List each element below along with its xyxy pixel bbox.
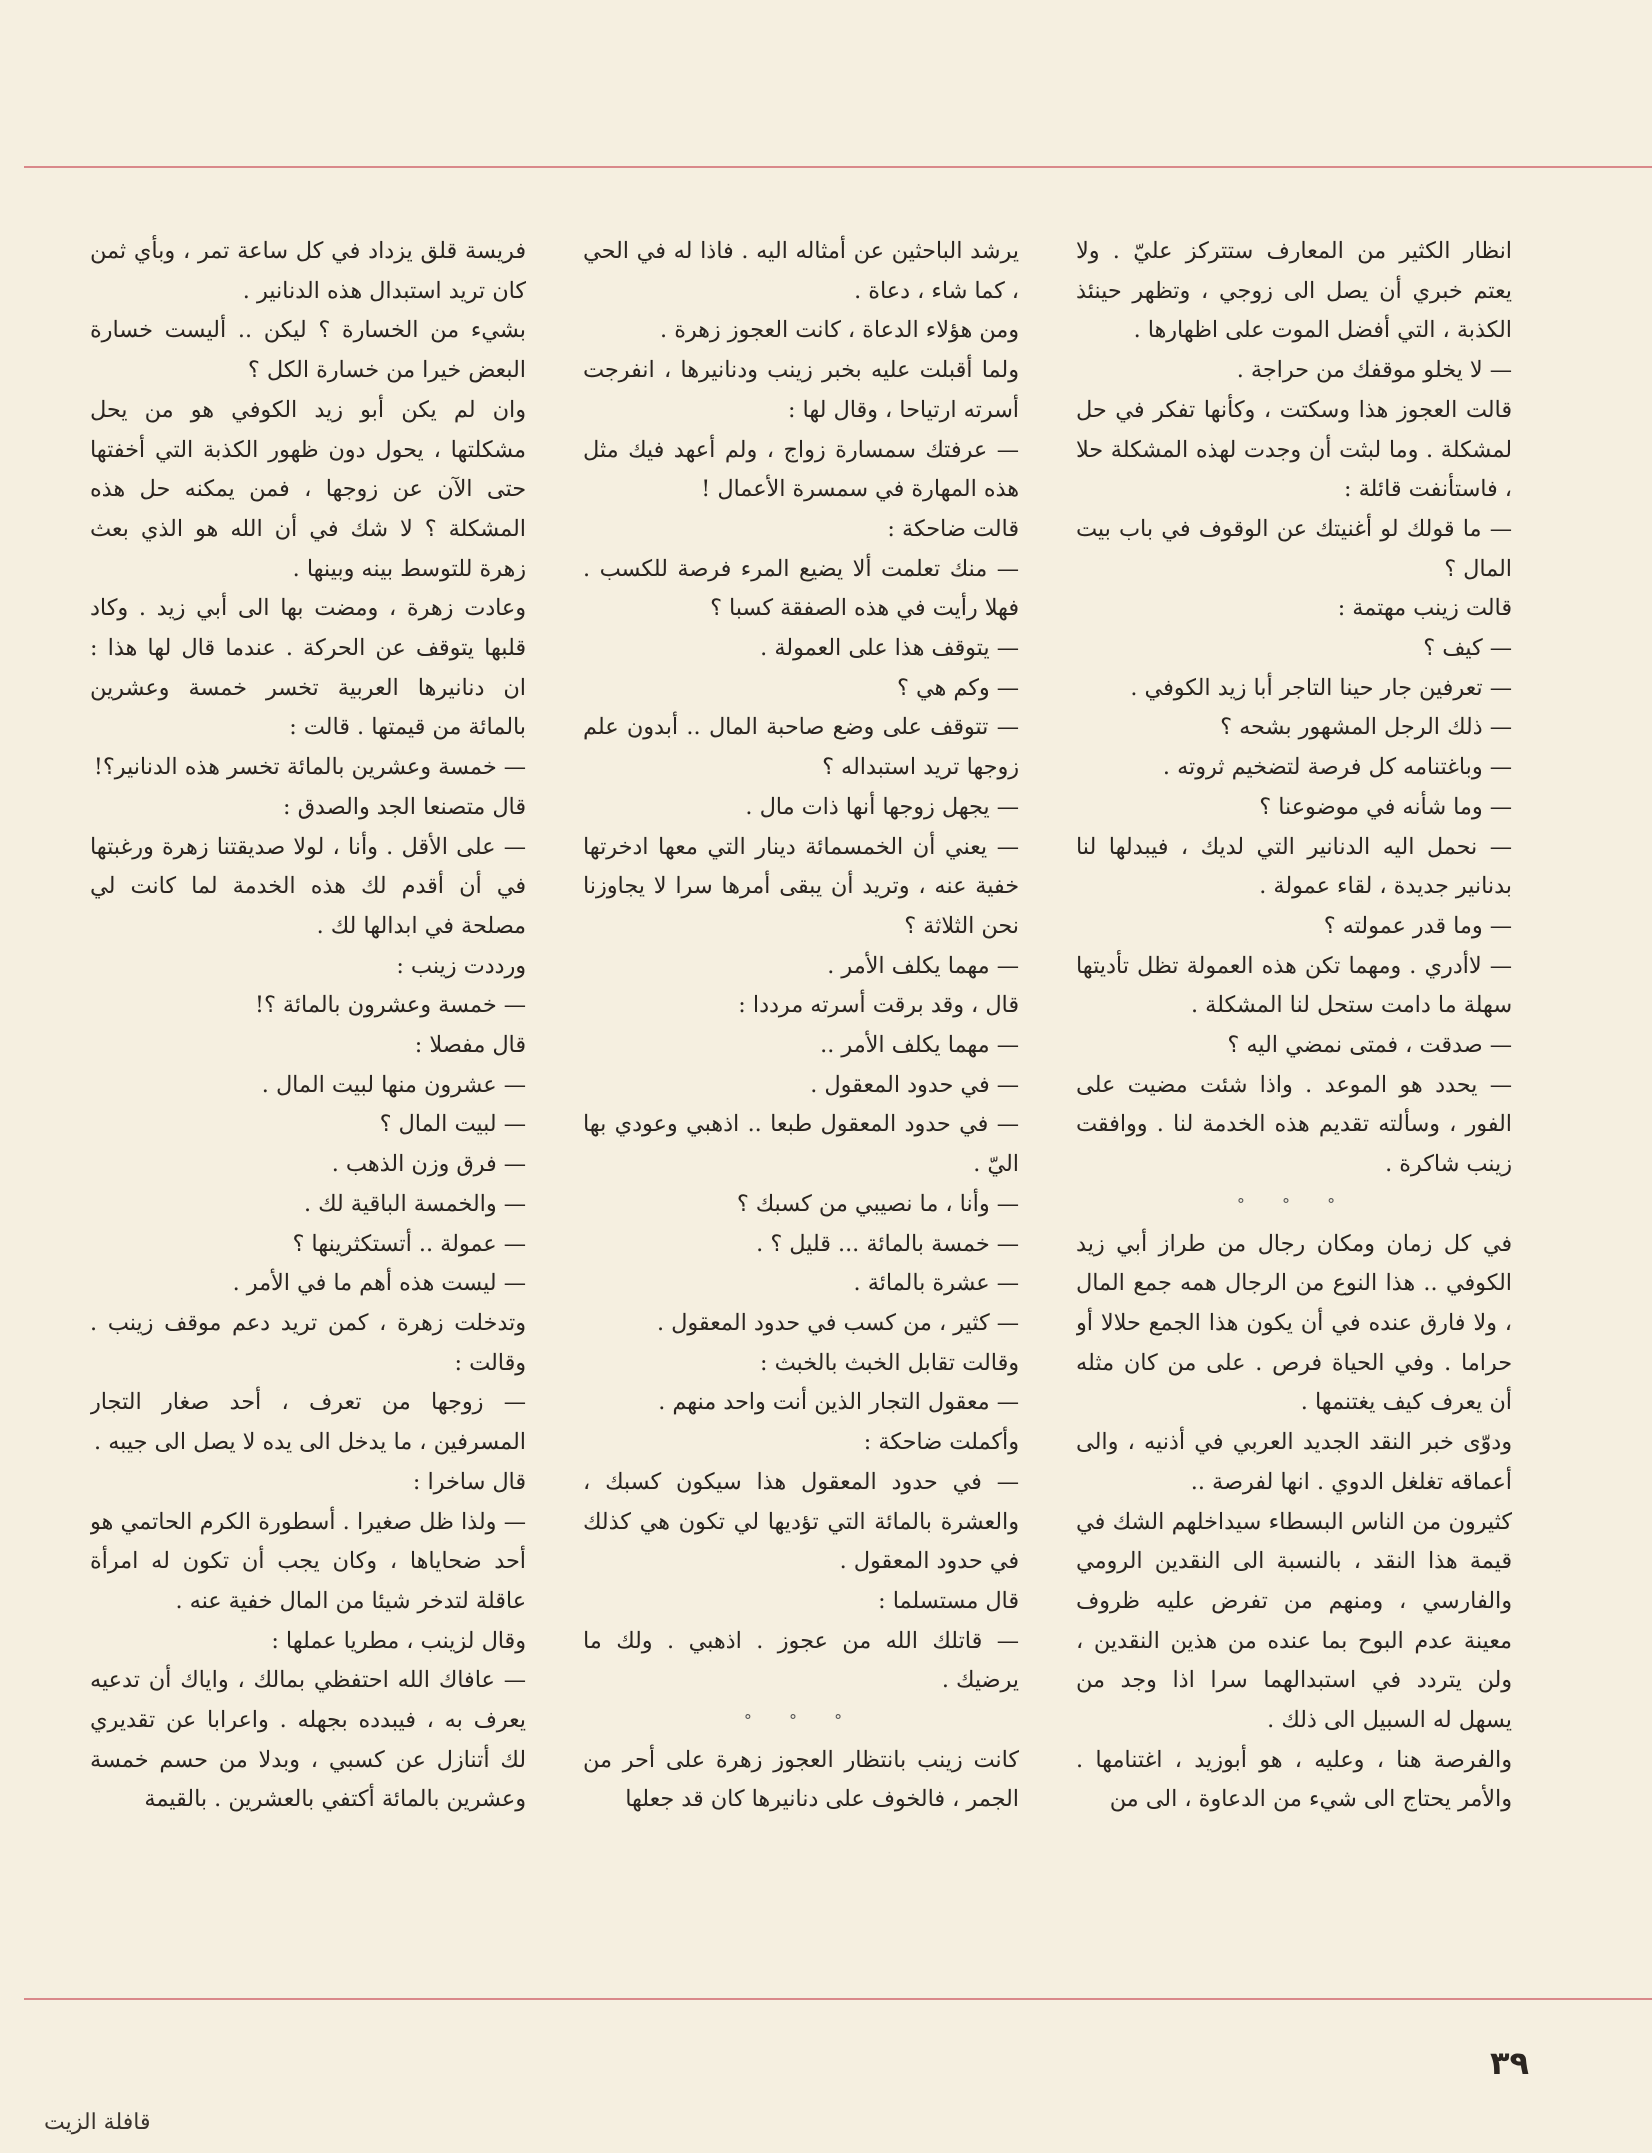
paragraph: قال مستسلما :: [878, 1587, 1019, 1614]
paragraph: — ما قولك لو أغنيتك عن الوقوف في باب بيت المال ؟: [1076, 515, 1512, 582]
paragraph: والفرصة هنا ، وعليه ، هو أبوزيد ، اغتنامها . والأمر يحتاج الى شيء من الدعاوة ، الى من: [1076, 1746, 1512, 1813]
paragraph: — لاأدري . ومهما تكن هذه العمولة تظل تأديتها سهلة ما دامت ستحل لنا المشكلة .: [1076, 952, 1512, 1019]
paragraph: — يعني أن الخمسمائة دينار التي معها ادخرتها خفية عنه ، وتريد أن يبقى أمرها سرا لا يجاوزنا نحن الثلاثة ؟: [583, 833, 1019, 939]
paragraph: — زوجها من تعرف ، أحد صغار التجار المسرفين ، ما يدخل الى يده لا يصل الى جيبه .: [90, 1389, 526, 1456]
paragraph: — كثير ، من كسب في حدود المعقول .: [656, 1309, 1019, 1336]
paragraph: — تعرفين جار حينا التاجر أبا زيد الكوفي .: [1130, 674, 1512, 701]
paragraph: — ولذا ظل صغيرا . أسطورة الكرم الحاتمي هو أحد ضحاياها ، وكان يجب أن تكون له امرأة عاقلة لتدخر شيئا من المال خفية عنه .: [90, 1508, 526, 1614]
paragraph: — يحدد هو الموعد . واذا شئت مضيت على الفور ، وسألته تقديم هذه الخدمة لنا . ووافقت زينب شاكرة .: [1076, 1071, 1512, 1178]
paragraph: قال مفصلا :: [414, 1032, 526, 1059]
paragraph: — على الأقل . وأنا ، لولا صديقتنا زهرة ورغبتها في أن أقدم لك هذه الخدمة لما كانت لي مصلحة في ابدالها لك .: [90, 833, 526, 939]
paragraph: قالت العجوز هذا وسكتت ، وكأنها تفكر في حل لمشكلة . وما لبثت أن وجدت لهذه المشكلة حلا ، فاستأنفت قائلة :: [1076, 396, 1512, 503]
paragraph: — مهما يكلف الأمر ..: [820, 1032, 1019, 1059]
article-columns: [88, 232, 1512, 1977]
text-column-left: [90, 232, 526, 1977]
paragraph: — عشرون منها لبيت المال .: [261, 1071, 526, 1098]
top-divider-rule: [24, 166, 1652, 168]
paragraph: وأكملت ضاحكة :: [863, 1429, 1019, 1456]
paragraph: قالت زينب مهتمة :: [1337, 595, 1512, 622]
paragraph: — يتوقف هذا على العمولة .: [760, 635, 1019, 662]
paragraph: كثيرون من الناس البسطاء سيداخلهم الشك في قيمة هذا النقد ، بالنسبة الى النقدين الرومي والفارسي ، ومنهم من تفرض عليه ظروف معينة عدم البوح بما عنده من هذين النقدين ، ولن يتردد في استبدالهما سرا اذا وجد من يسهل له السبيل الى ذلك .: [1076, 1508, 1512, 1734]
paragraph: — قاتلك الله من عجوز . اذهبي . ولك ما يرضيك .: [583, 1627, 1019, 1694]
paragraph: وان لم يكن أبو زيد الكوفي هو من يحل مشكلتها ، يحول دون ظهور الكذبة التي أخفتها حتى الآن عن زوجها ، فمن يمكنه حل هذه المشكلة ؟ لا شك في أن الله هو الذي بعث زهرة للتوسط بينه وبينها .: [90, 396, 526, 582]
paragraph: — مهما يكلف الأمر .: [827, 952, 1019, 979]
paragraph: — منك تعلمت ألا يضيع المرء فرصة للكسب . فهلا رأيت في هذه الصفقة كسبا ؟: [583, 555, 1019, 622]
paragraph: — عرفتك سمسارة زواج ، ولم أعهد فيك مثل هذه المهارة في سمسرة الأعمال !: [583, 436, 1019, 503]
paragraph: — في حدود المعقول .: [810, 1071, 1019, 1098]
section-separator: ° ° °: [743, 1711, 859, 1731]
paragraph: فريسة قلق يزداد في كل ساعة تمر ، وبأي ثمن كان تريد استبدال هذه الدنانير .: [90, 238, 526, 304]
magazine-name: قافلة الزيت: [44, 2110, 151, 2135]
paragraph: — نحمل اليه الدنانير التي لديك ، فيبدلها لنا بدنانير جديدة ، لقاء عمولة .: [1076, 833, 1512, 900]
paragraph: بشيء من الخسارة ؟ ليكن .. أليست خسارة البعض خيرا من خسارة الكل ؟: [90, 317, 526, 384]
paragraph: — خمسة وعشرون بالمائة ؟!: [254, 992, 526, 1019]
paragraph: — لا يخلو موقفك من حراجة .: [1236, 357, 1512, 384]
paragraph: في كل زمان ومكان رجال من طراز أبي زيد الكوفي .. هذا النوع من الرجال همه جمع المال ، ولا فارق عنده في أن يكون هذا الجمع حلالا أو حراما . وفي الحياة فرص . على من كان مثله أن يعرف كيف يغتنمها .: [1076, 1230, 1512, 1416]
paragraph: قالت ضاحكة :: [887, 515, 1019, 542]
paragraph: كانت زينب بانتظار العجوز زهرة على أحر من الجمر ، فالخوف على دنانيرها كان قد جعلها: [583, 1746, 1019, 1813]
paragraph: — وما قدر عمولته ؟: [1323, 912, 1512, 939]
paragraph: — صدقت ، فمتى نمضي اليه ؟: [1227, 1032, 1512, 1059]
paragraph: — والخمسة الباقية لك .: [303, 1190, 526, 1217]
paragraph: وقال لزينب ، مطريا عملها :: [271, 1627, 526, 1654]
paragraph: ودوّى خبر النقد الجديد العربي في أذنيه ، والى أعماقه تغلغل الدوي . انها لفرصة ..: [1076, 1429, 1512, 1495]
paragraph: — خمسة وعشرين بالمائة تخسر هذه الدنانير؟!: [93, 754, 526, 781]
paragraph: — ذلك الرجل المشهور بشحه ؟: [1220, 714, 1512, 741]
paragraph: — عافاك الله احتفظي بمالك ، واياك أن تدعيه يعرف به ، فيبدده بجهله . واعرابا عن تقديري لك أتنازل عن كسبي ، وبدلا من حسم خمسة وعشرين بالمائة أكتفي بالعشرين . بالقيمة: [90, 1667, 526, 1813]
paragraph: وقالت تقابل الخبث بالخبث :: [760, 1349, 1019, 1376]
paragraph: انظار الكثير من المعارف ستتركز عليّ . ولا يعتم خبري أن يصل الى زوجي ، وتظهر حينئذ الكذبة ، التي أفضل الموت على اظهارها .: [1076, 238, 1512, 344]
paragraph: ولما أقبلت عليه بخبر زينب ودنانيرها ، انفرجت أسرته ارتياحا ، وقال لها :: [583, 357, 1019, 423]
bottom-divider-rule: [24, 1998, 1652, 2000]
paragraph: — عشرة بالمائة .: [853, 1270, 1019, 1297]
paragraph: يرشد الباحثين عن أمثاله اليه . فاذا له في الحي ، كما شاء ، دعاة .: [583, 238, 1019, 304]
paragraph: ومن هؤلاء الدعاة ، كانت العجوز زهرة .: [660, 317, 1019, 344]
paragraph: قال ساخرا :: [412, 1468, 526, 1495]
paragraph: — تتوقف على وضع صاحبة المال .. أبدون علم زوجها تريد استبداله ؟: [583, 714, 1019, 781]
paragraph: — يجهل زوجها أنها ذات مال .: [745, 793, 1019, 820]
paragraph: — فرق وزن الذهب .: [331, 1151, 526, 1178]
paragraph: — وما شأنه في موضوعنا ؟: [1259, 793, 1512, 820]
page-number: ٣٩: [1490, 2044, 1530, 2082]
paragraph: وعادت زهرة ، ومضت بها الى أبي زيد . وكاد قلبها يتوقف عن الحركة . عندما قال لها هذا : ان دنانيرها العربية تخسر خمسة وعشرين بالمائة من قيمتها . قالت :: [90, 595, 526, 741]
paragraph: — لبيت المال ؟: [379, 1111, 526, 1138]
paragraph: — في حدود المعقول هذا سيكون كسبك ، والعشرة بالمائة التي تؤديها لي تكون هي كذلك في حدود المعقول .: [583, 1468, 1019, 1575]
paragraph: — كيف ؟: [1423, 635, 1512, 662]
paragraph: — وأنا ، ما نصيبي من كسبك ؟: [736, 1190, 1019, 1217]
paragraph: — وكم هي ؟: [897, 674, 1019, 701]
section-separator: ° ° °: [1236, 1194, 1352, 1214]
paragraph: — ليست هذه أهم ما في الأمر .: [232, 1270, 526, 1297]
paragraph: — معقول التجار الذين أنت واحد منهم .: [658, 1389, 1019, 1416]
paragraph: — عمولة .. أتستكثرينها ؟: [292, 1230, 526, 1257]
paragraph: قال متصنعا الجد والصدق :: [283, 793, 526, 820]
paragraph: ورددت زينب :: [396, 952, 526, 979]
paragraph: — في حدود المعقول طبعا .. اذهبي وعودي بها اليّ .: [583, 1111, 1019, 1178]
text-column-right: [1076, 232, 1512, 1977]
text-column-middle: [583, 232, 1019, 1977]
paragraph: قال ، وقد برقت أسرته مرددا :: [738, 992, 1019, 1019]
paragraph: وتدخلت زهرة ، كمن تريد دعم موقف زينب . وقالت :: [90, 1309, 526, 1376]
paragraph: — خمسة بالمائة ... قليل ؟ .: [756, 1230, 1019, 1257]
paragraph: — وباغتنامه كل فرصة لتضخيم ثروته .: [1162, 754, 1512, 781]
